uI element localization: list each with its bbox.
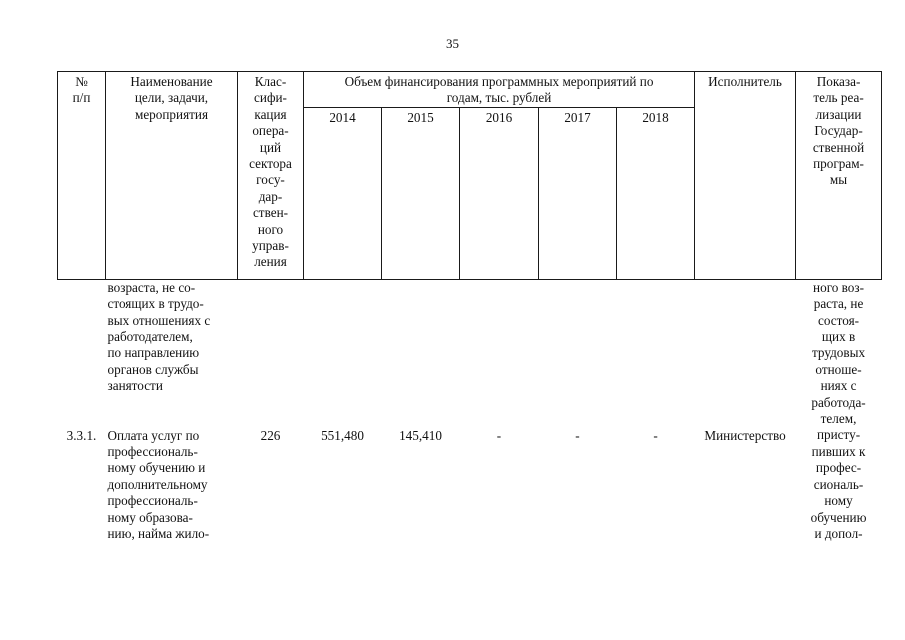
header-name: Наименование цели, задачи, мероприятия (106, 72, 238, 280)
cell-classification: 226 (260, 427, 281, 443)
financing-table (57, 71, 882, 543)
header-year-2015: 2015 (382, 107, 460, 279)
measure-name: Оплата услуг по профессиональ- ному обучению и дополнительному профессиональ- ному образова- нию, найма жило- (107, 427, 210, 542)
cell-indicator: ного воз- раста, не состоя- щих в трудовых отноше- ниях с работода- телем, присту- пивших к профес- сиональ- ному обучению и допол- (810, 279, 867, 541)
header-executor: Исполнитель (695, 72, 796, 280)
cell-2014: 551,480 (321, 427, 364, 443)
header-year-2018: 2018 (617, 107, 695, 279)
header-row-1 (58, 72, 882, 108)
cell-2015: 145,410 (399, 427, 442, 443)
header-year-2014: 2014 (304, 107, 382, 279)
cell-2017: - (575, 427, 580, 443)
header-indicator: Показа- тель реа- лизации Государ- ственной програм- мы (796, 72, 882, 280)
header-classification: Клас- сифи- кация опера- ций сектора госу- дар- ствен- ного управ- ления (238, 72, 304, 280)
header-number: № п/п (58, 72, 106, 280)
table-row (58, 279, 882, 542)
cell-executor: Министерство (704, 427, 786, 443)
cell-2018: - (653, 427, 658, 443)
continuation-text: возраста, не со- стоящих в трудо- вых отношениях с работодателем, по направлению органов службы занятости (107, 279, 211, 394)
cell-2016: - (496, 427, 502, 443)
header-funding: Объем финансирования программных мероприятий по годам, тыс. рублей (304, 72, 695, 108)
cell-number: 3.3.1. (66, 427, 97, 443)
page-number: 35 (446, 36, 459, 51)
cell-name (106, 279, 238, 542)
header-year-2016: 2016 (460, 107, 539, 279)
header-year-2017: 2017 (539, 107, 617, 279)
